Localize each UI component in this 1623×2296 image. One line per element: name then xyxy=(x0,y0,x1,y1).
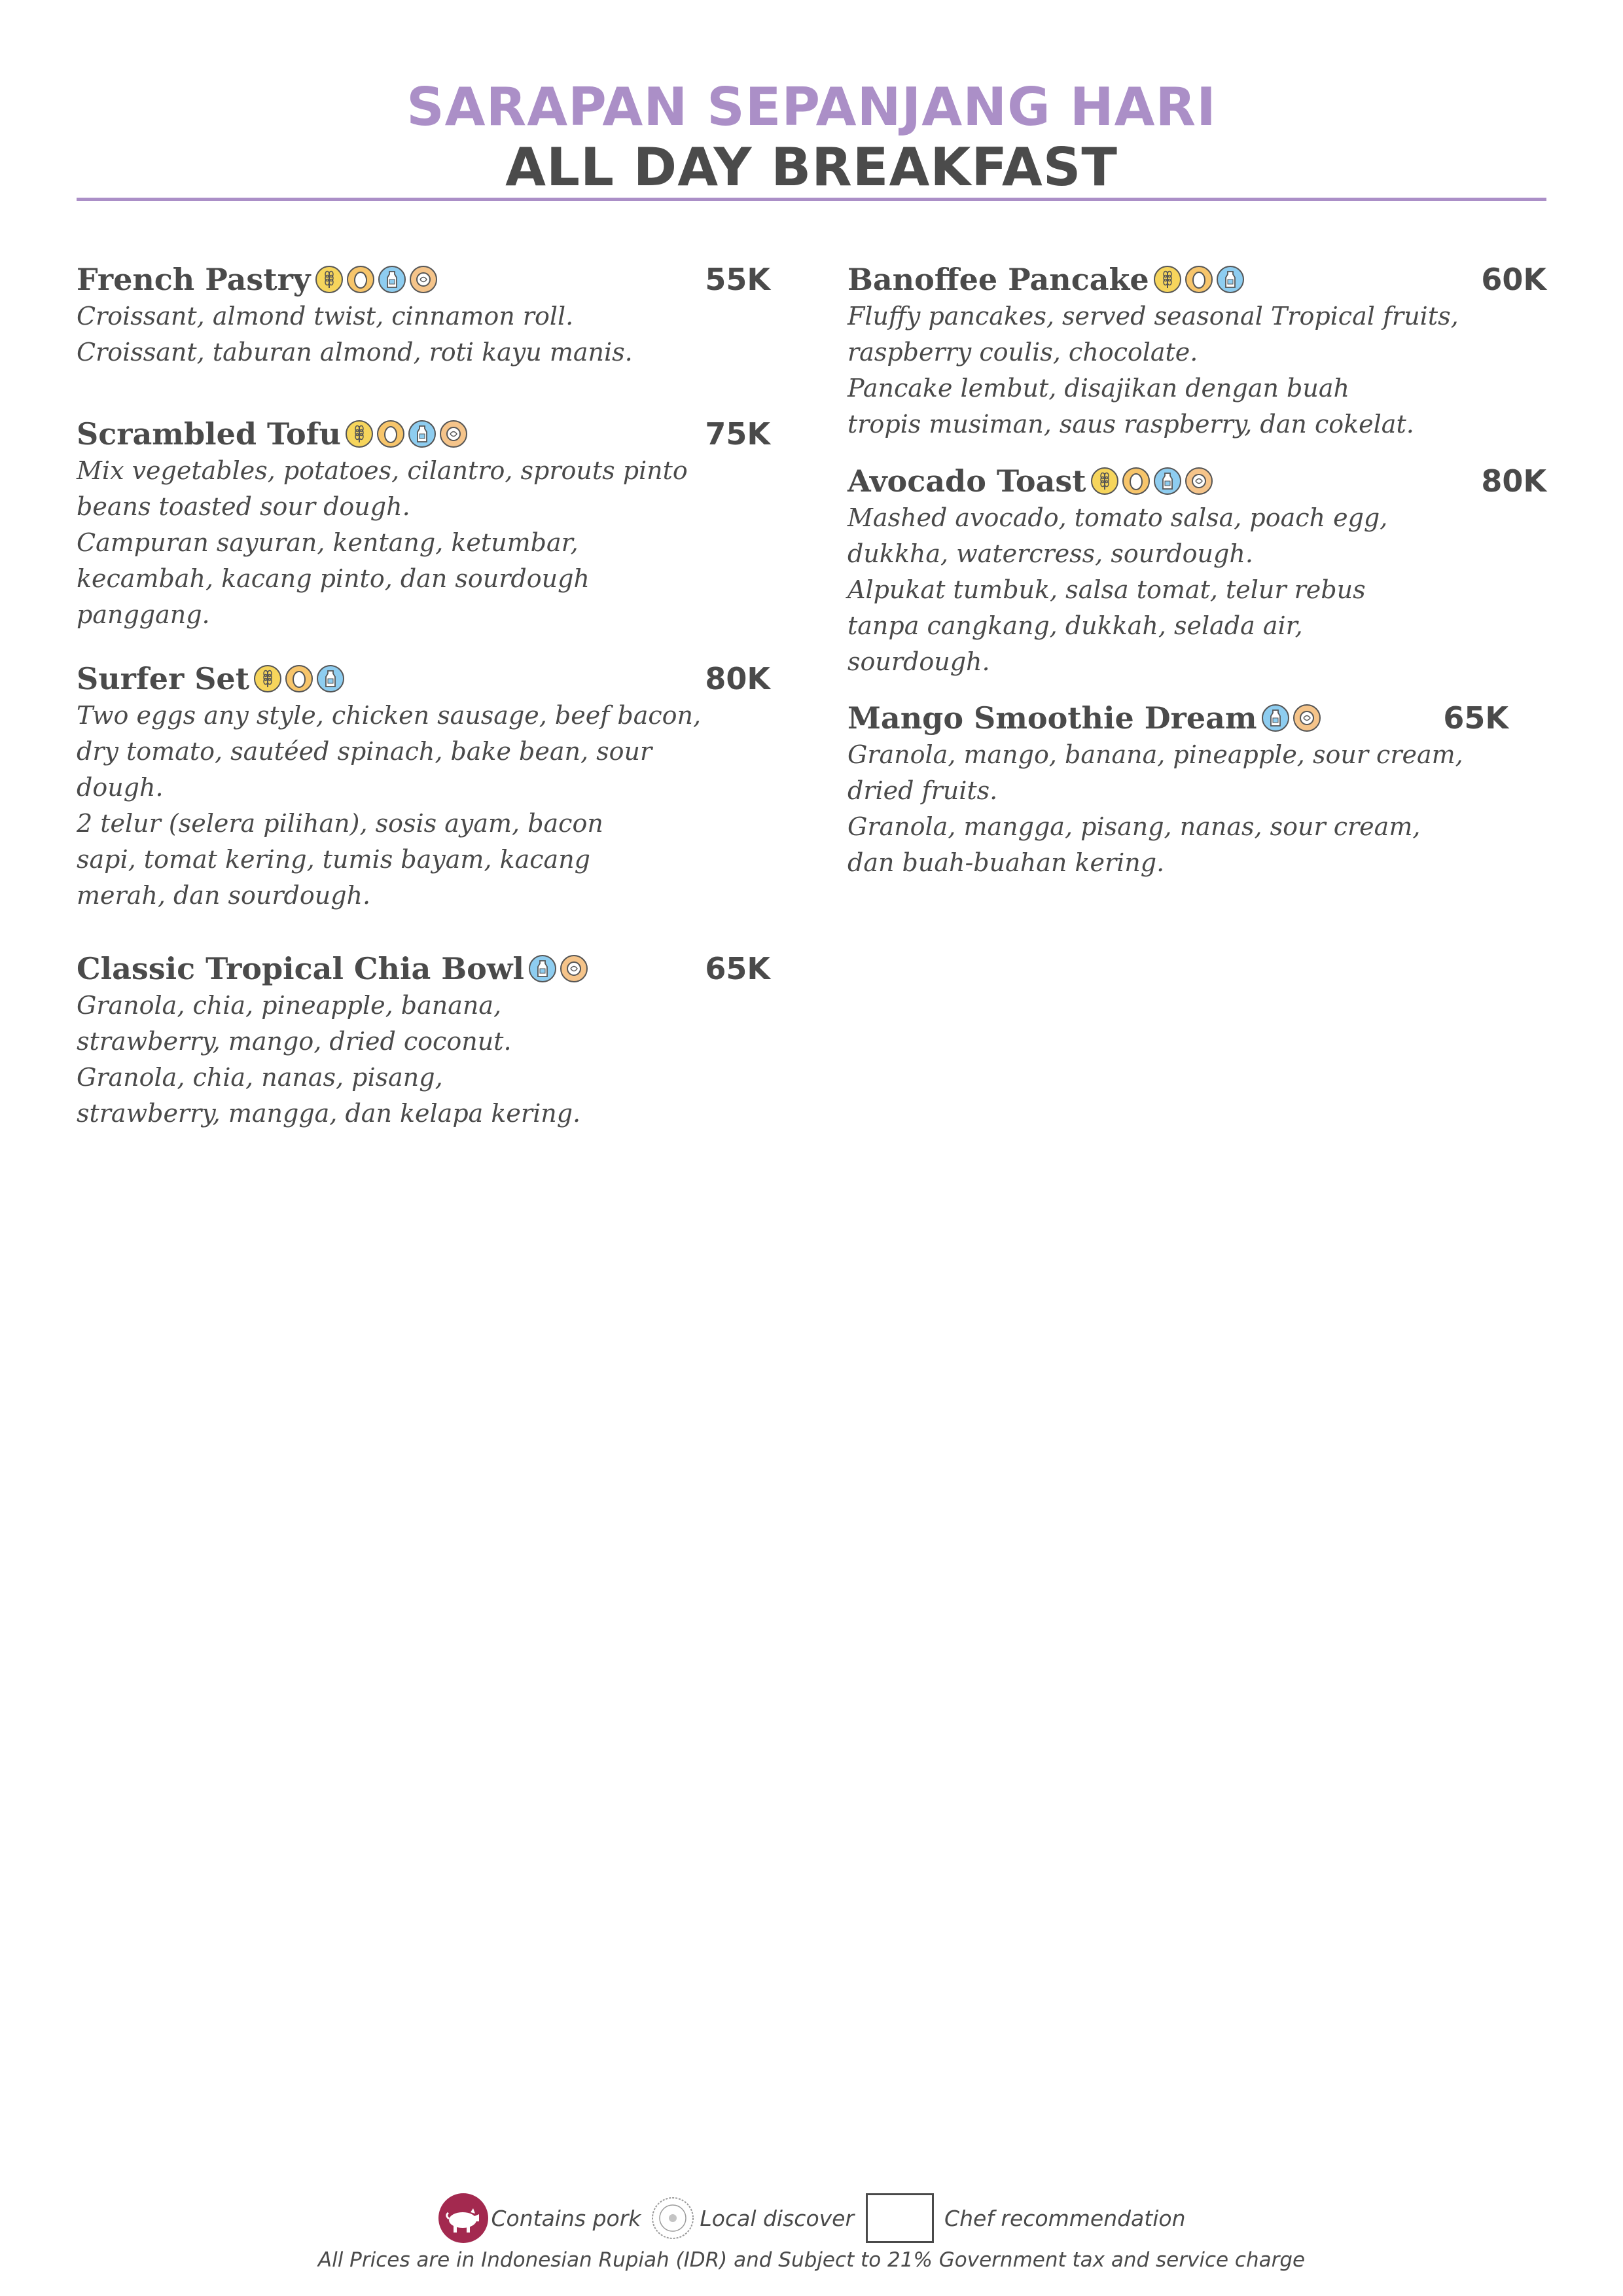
gluten-icon xyxy=(345,420,374,448)
gluten-icon xyxy=(315,265,344,294)
description-line: Pancake lembut, disajikan dengan buah xyxy=(847,374,1349,403)
item-name: Banoffee Pancake xyxy=(847,262,1149,297)
nut-icon xyxy=(409,265,438,294)
allergen-icons xyxy=(1090,467,1216,495)
nut-icon xyxy=(1293,704,1321,732)
description-line: dan buah-buahan kering. xyxy=(847,848,1165,877)
item-description xyxy=(847,298,1546,442)
item-name: Surfer Set xyxy=(77,661,249,696)
menu-item xyxy=(77,411,770,633)
description-line: merah, dan sourdough. xyxy=(77,881,371,910)
local-discover-icon xyxy=(651,2197,694,2240)
description-line: 2 telur (selera pilihan), sosis ayam, bacon xyxy=(77,809,603,838)
legend-pork-label: Contains pork xyxy=(491,2205,641,2231)
description-line: dried fruits. xyxy=(847,776,998,805)
allergen-icons xyxy=(345,420,471,448)
item-description xyxy=(77,298,770,370)
menu-item xyxy=(847,458,1546,680)
description-line: kecambah, kacang pinto, dan sourdough xyxy=(77,564,590,593)
menu-item xyxy=(77,946,770,1132)
description-line: Croissant, taburan almond, roti kayu manis. xyxy=(77,338,633,367)
allergen-icons xyxy=(1261,704,1324,732)
item-description xyxy=(847,737,1546,881)
description-line: Granola, chia, nanas, pisang, xyxy=(77,1063,443,1092)
legend xyxy=(0,2193,1623,2244)
description-line: sapi, tomat kering, tumis bayam, kacang xyxy=(77,845,590,874)
egg-icon xyxy=(285,664,313,693)
description-line: tanpa cangkang, dukkah, selada air, xyxy=(847,611,1303,640)
description-line: Mix vegetables, potatoes, cilantro, sprouts pinto xyxy=(77,456,688,485)
description-line: raspberry coulis, chocolate. xyxy=(847,338,1198,367)
pork-icon xyxy=(438,2193,489,2244)
item-price: 75K xyxy=(705,416,770,452)
item-price: 80K xyxy=(705,661,770,696)
gluten-icon xyxy=(1153,265,1182,294)
page-title-indonesian: SARAPAN SEPANJANG HARI xyxy=(406,77,1217,137)
description-line: panggang. xyxy=(77,600,210,629)
item-name: French Pastry xyxy=(77,262,311,297)
description-line: Granola, chia, pineapple, banana, xyxy=(77,991,502,1020)
description-line: Croissant, almond twist, cinnamon roll. xyxy=(77,302,574,331)
egg-icon xyxy=(376,420,405,448)
description-line: Fluffy pancakes, served seasonal Tropical fruits, xyxy=(847,302,1459,331)
item-name: Classic Tropical Chia Bowl xyxy=(77,951,524,986)
allergen-icons xyxy=(315,265,440,294)
description-line: strawberry, mango, dried coconut. xyxy=(77,1027,512,1056)
item-name: Scrambled Tofu xyxy=(77,416,341,452)
description-line: Mashed avocado, tomato salsa, poach egg, xyxy=(847,503,1388,532)
egg-icon xyxy=(1185,265,1213,294)
header-divider xyxy=(77,198,1546,201)
allergen-icons xyxy=(1153,265,1247,294)
menu-item xyxy=(847,257,1546,442)
menu-item xyxy=(77,656,770,914)
dairy-icon xyxy=(1261,704,1290,732)
dairy-icon xyxy=(408,420,437,448)
dairy-icon xyxy=(1216,265,1245,294)
dairy-icon xyxy=(378,265,406,294)
egg-icon xyxy=(1122,467,1150,495)
description-line: Granola, mangga, pisang, nanas, sour cream, xyxy=(847,812,1421,841)
item-description xyxy=(77,453,770,633)
allergen-icons xyxy=(253,664,348,693)
item-description xyxy=(77,988,770,1132)
description-line: dough. xyxy=(77,773,164,802)
item-name: Mango Smoothie Dream xyxy=(847,700,1257,736)
legend-local-label: Local discover xyxy=(700,2205,855,2231)
nut-icon xyxy=(439,420,468,448)
dairy-icon xyxy=(1153,467,1182,495)
nut-icon xyxy=(560,954,588,983)
allergen-icons xyxy=(528,954,591,983)
description-line: sourdough. xyxy=(847,647,990,676)
item-price: 65K xyxy=(705,951,770,986)
gluten-icon xyxy=(1090,467,1119,495)
description-line: Two eggs any style, chicken sausage, beef bacon, xyxy=(77,701,702,730)
description-line: Campuran sayuran, kentang, ketumbar, xyxy=(77,528,579,557)
description-line: dry tomato, sautéed spinach, bake bean, sour xyxy=(77,737,652,766)
description-line: strawberry, mangga, dan kelapa kering. xyxy=(77,1099,581,1128)
description-line: dukkha, watercress, sourdough. xyxy=(847,539,1253,568)
item-name: Avocado Toast xyxy=(847,463,1086,499)
description-line: Granola, mango, banana, pineapple, sour cream, xyxy=(847,740,1463,769)
description-line: tropis musiman, saus raspberry, dan cokelat. xyxy=(847,410,1414,439)
chef-recommendation-box xyxy=(866,2193,934,2243)
egg-icon xyxy=(346,265,375,294)
page-title-english: ALL DAY BREAKFAST xyxy=(505,137,1118,198)
menu-header xyxy=(0,77,1623,198)
item-price: 80K xyxy=(1481,463,1546,499)
gluten-icon xyxy=(253,664,282,693)
item-price: 60K xyxy=(1481,262,1546,297)
nut-icon xyxy=(1185,467,1213,495)
menu-item xyxy=(847,695,1546,881)
dairy-icon xyxy=(316,664,345,693)
item-description xyxy=(847,500,1546,680)
description-line: beans toasted sour dough. xyxy=(77,492,410,521)
item-description xyxy=(77,698,770,914)
legend-chef-label: Chef recommendation xyxy=(944,2205,1186,2231)
price-footnote: All Prices are in Indonesian Rupiah (IDR) and Subject to 21% Government tax and service charge xyxy=(317,2248,1306,2272)
dairy-icon xyxy=(528,954,557,983)
description-line: Alpukat tumbuk, salsa tomat, telur rebus xyxy=(847,575,1366,604)
menu-item xyxy=(77,257,770,370)
item-price: 65K xyxy=(1443,700,1508,736)
item-price: 55K xyxy=(705,262,770,297)
